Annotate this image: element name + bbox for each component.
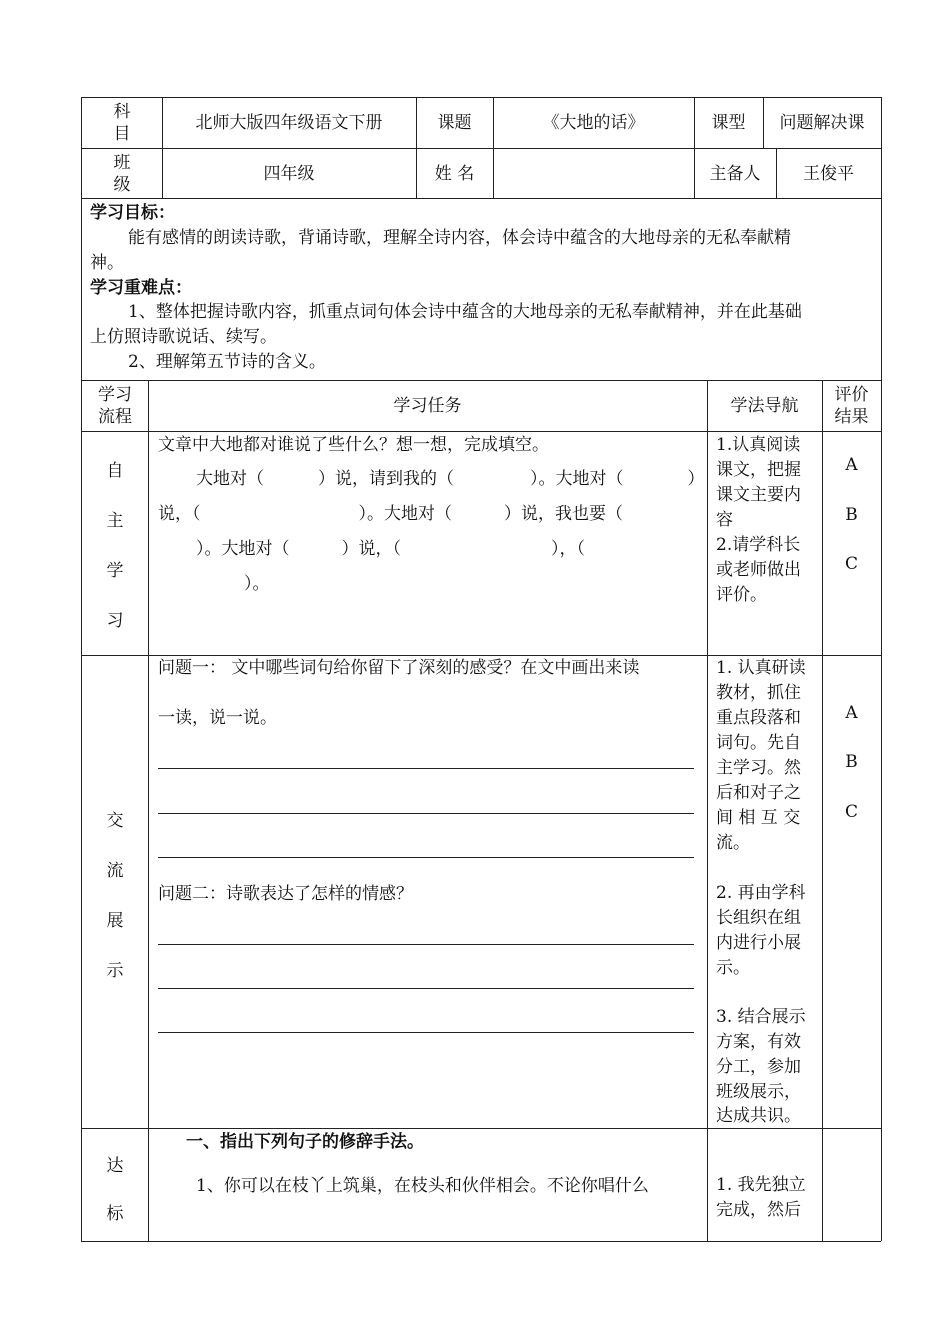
exchange-method-line: 词句。先自: [716, 733, 801, 753]
target-label-char: 达: [106, 1156, 124, 1176]
exchange-grade-a[interactable]: A: [845, 703, 858, 723]
topic-value: 《大地的话》: [542, 113, 645, 133]
type-label: 课型: [711, 113, 746, 133]
fill-text: ）说，（: [341, 539, 401, 559]
fill-blank-line2: [158, 502, 623, 527]
type-value: 问题解决课: [779, 113, 865, 133]
exchange-method-line: 后和对子之: [716, 783, 801, 803]
exchange-grade-c[interactable]: C: [844, 802, 858, 822]
target-method-line: 1. 我先独立: [716, 1175, 806, 1195]
exchange-method-line: 流。: [716, 833, 750, 853]
table-row-divider: [81, 431, 881, 432]
key-point-1-line2: 上仿照诗歌说话、续写。: [90, 327, 277, 347]
fill-text: ）。大地对（: [530, 469, 624, 489]
subject-value: 北师大版四年级语文下册: [195, 113, 383, 133]
fill-blank-line3: [196, 537, 585, 562]
exchange-label-char: 展: [106, 911, 124, 931]
question-1-line1: 问题一： 文中哪些词句给你留下了深刻的感受？在文中画出来读: [158, 658, 640, 678]
answer-line[interactable]: [158, 768, 694, 769]
header-task: 学习任务: [393, 396, 462, 416]
target-item-1: 1、你可以在枝丫上筑巢，在枝头和伙伴相会。不论你唱什么: [196, 1176, 649, 1196]
self-study-grade-b[interactable]: B: [845, 505, 858, 525]
goals-text-line2: 神。: [90, 253, 124, 273]
self-study-question: 文章中大地都对谁说了些什么？想一想，完成填空。: [158, 435, 549, 455]
fill-text: 大地对（: [196, 469, 264, 489]
table-border-left: [81, 97, 82, 1241]
exchange-method-line: 2. 再由学科: [716, 883, 806, 903]
answer-line[interactable]: [158, 988, 694, 989]
exchange-method-line: 间 相 互 交: [716, 808, 801, 828]
exchange-method-line: 重点段落和: [716, 708, 801, 728]
exchange-label-char: 流: [106, 861, 124, 881]
key-point-1-line1: 1、整体把握诗歌内容，抓重点词句体会诗中蕴含的大地母亲的无私奉献精神，并在此基础: [128, 302, 802, 322]
exchange-method-line: 班级展示，: [716, 1082, 801, 1102]
subject-label: 科目: [113, 102, 131, 144]
table-border-bottom: [81, 1241, 881, 1242]
body-col-divider: [707, 380, 708, 1241]
name-value: [493, 149, 694, 198]
table-border-right: [881, 97, 882, 1241]
fill-text: ）说，请到我的（: [318, 469, 454, 489]
exchange-method-line: 主学习。然: [716, 758, 801, 778]
topic-label: 课题: [437, 113, 472, 133]
question-2: 问题二：诗歌表达了怎样的情感？: [158, 884, 413, 904]
self-study-method-line: 1.认真阅读: [716, 435, 801, 455]
header-method: 学法导航: [730, 396, 799, 416]
fill-text: 说，（: [158, 504, 201, 524]
target-method-line: 完成，然后: [716, 1200, 801, 1220]
fill-text: ），（: [551, 539, 585, 559]
exchange-label-char: 交: [106, 811, 124, 831]
fill-text: ）。大地对（: [196, 539, 290, 559]
fill-text: ）说，我也要（: [504, 504, 623, 524]
self-study-grade-a[interactable]: A: [845, 455, 858, 475]
answer-line[interactable]: [158, 1032, 694, 1033]
exchange-method-line: 长组织在组: [716, 908, 801, 928]
answer-line[interactable]: [158, 813, 694, 814]
self-study-method-line: 评价。: [716, 585, 767, 605]
class-label: 班级: [113, 152, 131, 195]
self-study-method-line: 或老师做出: [716, 560, 801, 580]
exchange-grade-b[interactable]: B: [845, 752, 858, 772]
fill-text: ）。大地对（: [358, 504, 452, 524]
exchange-label-char: 示: [106, 961, 124, 981]
exchange-method-line: 教材，抓住: [716, 683, 801, 703]
self-study-method-line: 课文主要内: [716, 485, 801, 505]
preparer-value: 王俊平: [803, 163, 854, 184]
self-study-grade-c[interactable]: C: [844, 554, 858, 574]
self-study-method-line: 2.请学科长: [716, 535, 801, 555]
fill-blank-line4: ）。: [244, 574, 270, 594]
target-section-title: 一、指出下列句子的修辞手法。: [186, 1132, 424, 1152]
class-value: 四年级: [263, 163, 315, 184]
exchange-method-line: 内进行小展: [716, 933, 801, 953]
self-study-method-line: 容: [716, 510, 733, 530]
header-process: 学习流程: [98, 385, 132, 427]
header-evaluation: 评价结果: [834, 385, 869, 427]
answer-line[interactable]: [158, 857, 694, 858]
key-points-title: 学习重难点：: [90, 278, 192, 298]
goals-title: 学习目标：: [90, 203, 175, 223]
self-study-label-char: 习: [106, 611, 124, 631]
self-study-label-char: 学: [106, 561, 124, 581]
exchange-method-line: 方案，有效: [716, 1032, 801, 1052]
target-label-char: 标: [106, 1204, 124, 1224]
name-label: 姓 名: [434, 163, 475, 184]
table-row-divider: [81, 198, 881, 199]
exchange-method-line: 达成共识。: [716, 1106, 801, 1126]
answer-line[interactable]: [158, 944, 694, 945]
question-1-line2: 一读，说一说。: [158, 708, 277, 728]
key-point-2: 2、理解第五节诗的含义。: [128, 352, 326, 372]
fill-text: ）: [687, 469, 705, 489]
preparer-label: 主备人: [709, 163, 761, 184]
self-study-label-char: 自: [106, 461, 124, 481]
self-study-label-char: 主: [106, 511, 124, 531]
exchange-method-line: 3. 结合展示: [716, 1007, 806, 1027]
exchange-method-line: 分工，参加: [716, 1057, 801, 1077]
fill-blank-line1: [196, 467, 705, 492]
exchange-method-line: 1. 认真研读: [716, 658, 806, 678]
self-study-method-line: 课文，把握: [716, 460, 801, 480]
exchange-method-line: 示。: [716, 958, 750, 978]
goals-text-line1: 能有感情的朗读诗歌，背诵诗歌，理解全诗内容，体会诗中蕴含的大地母亲的无私奉献精: [128, 228, 791, 248]
